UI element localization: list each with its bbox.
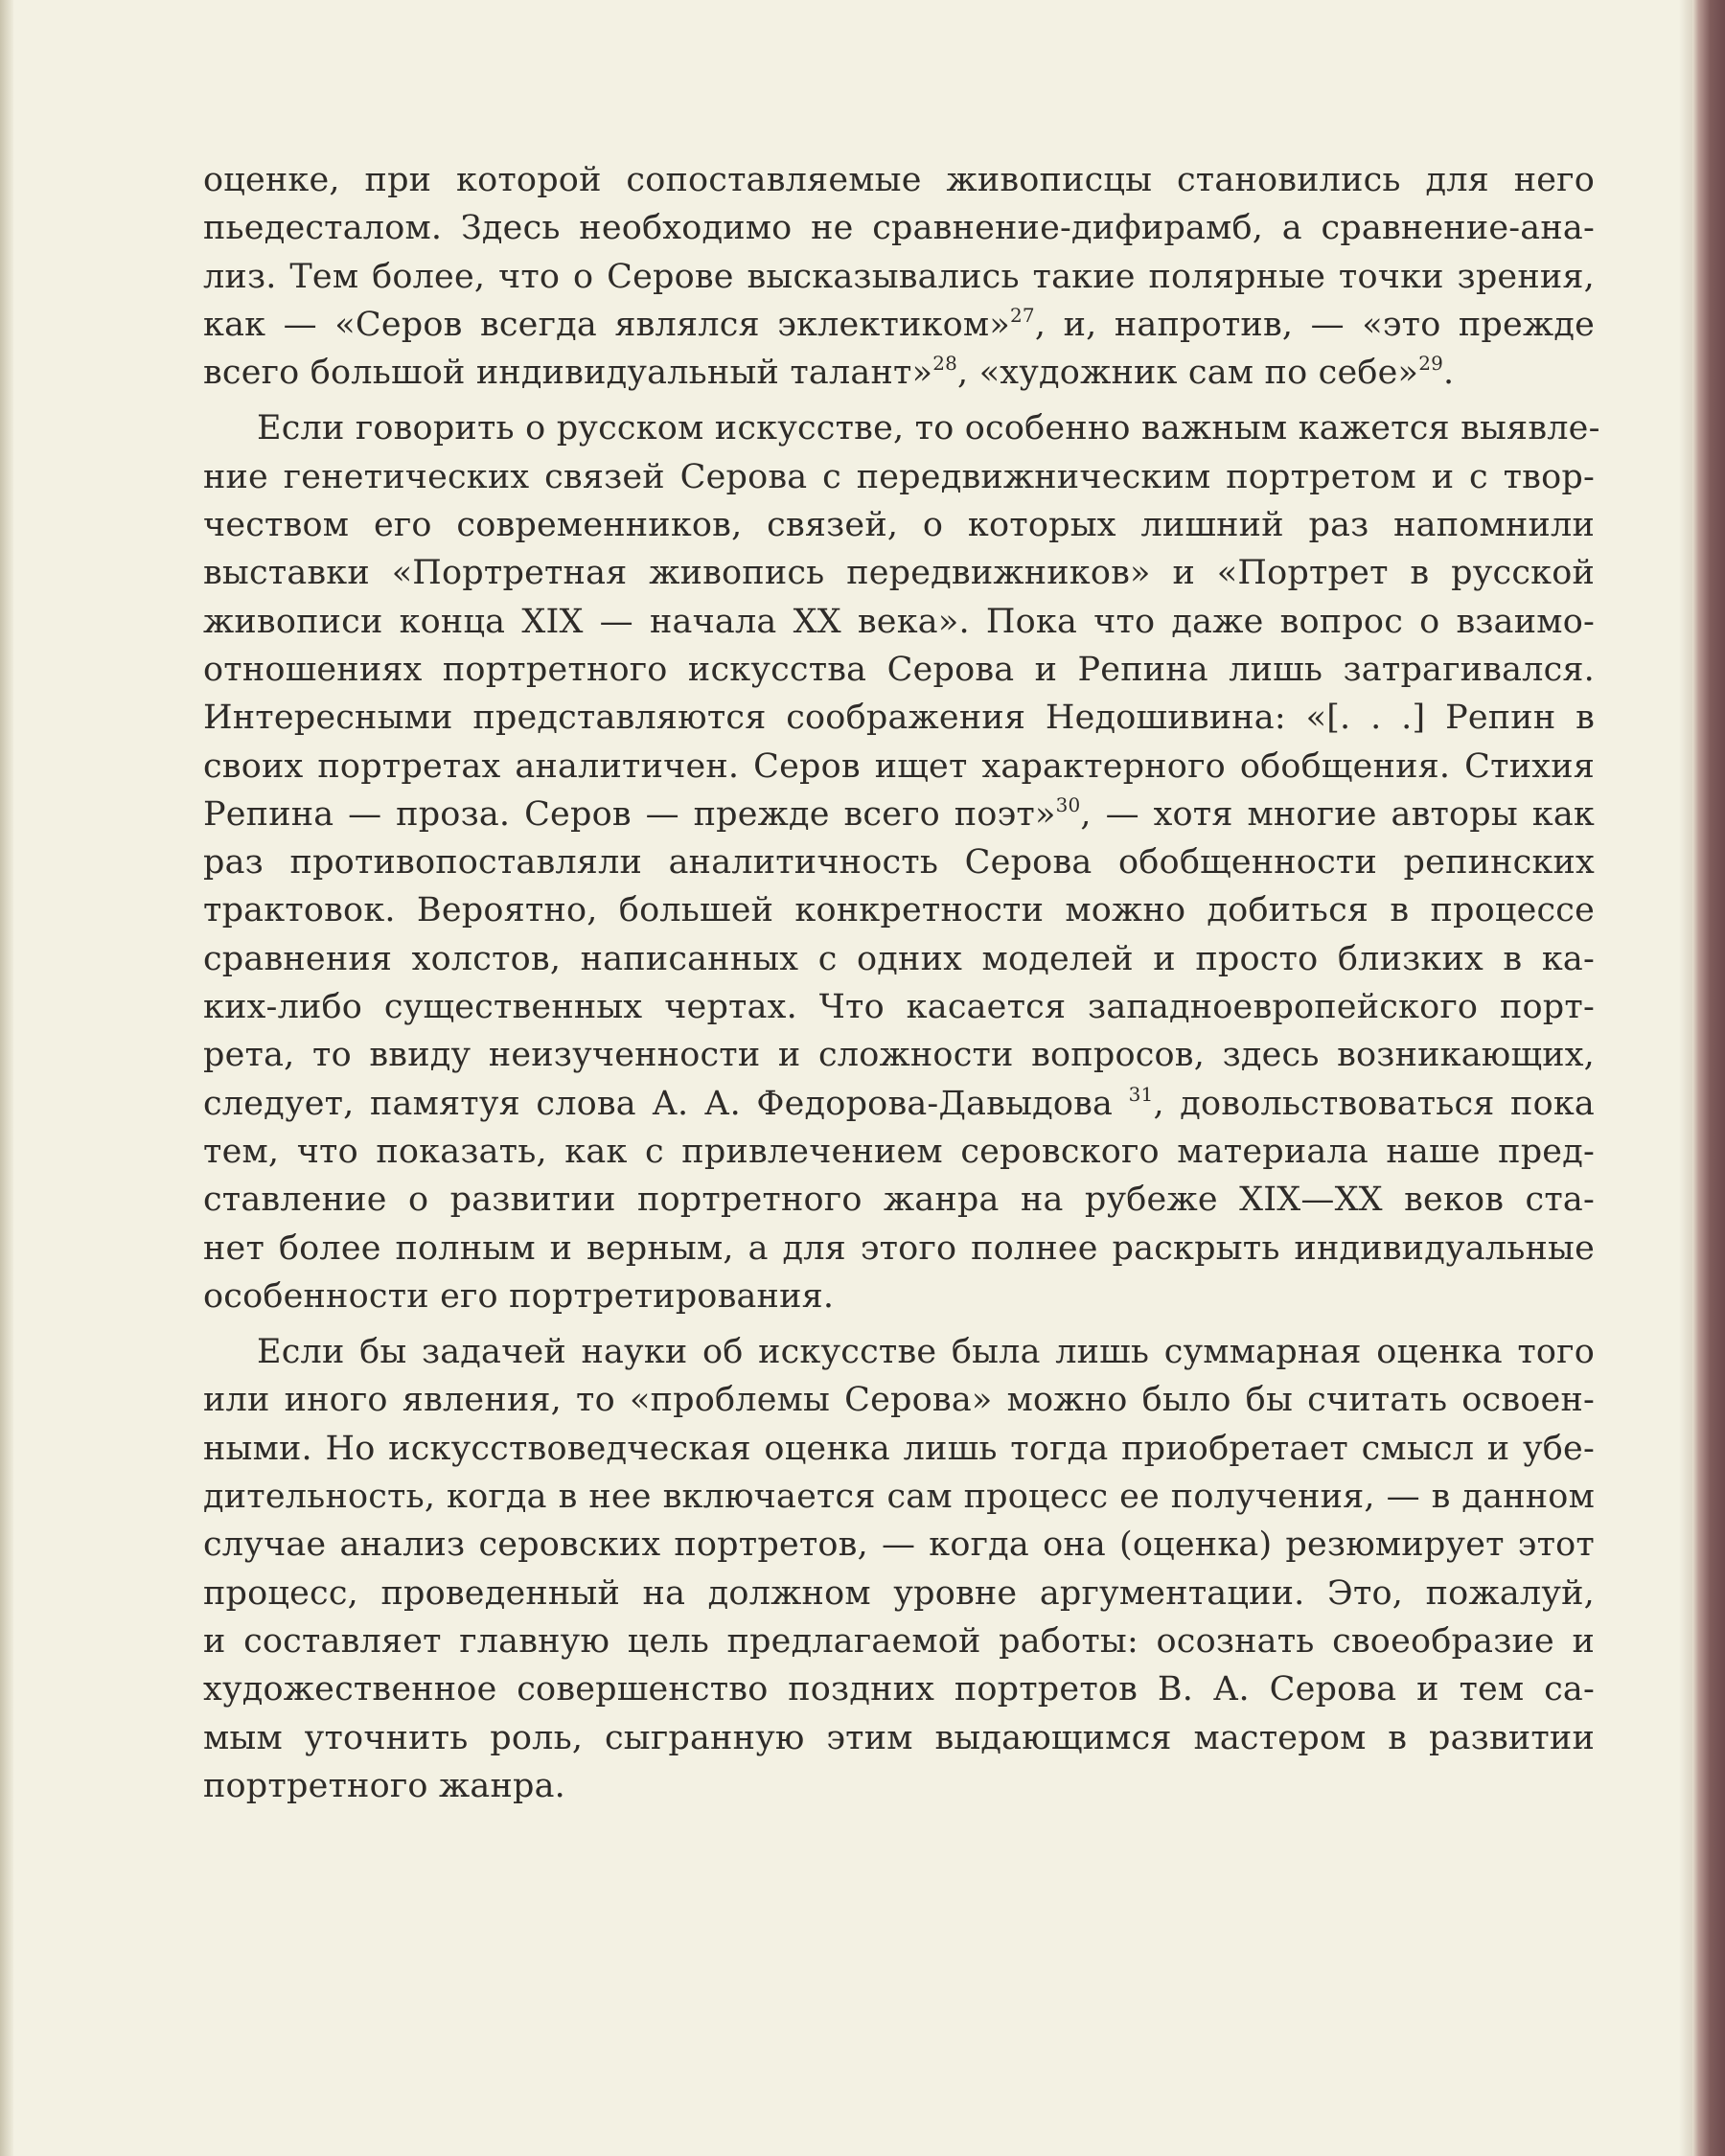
text-segment: . <box>1443 354 1455 393</box>
text-line: и составляет главную цель предлагаемой работы: осознать своеобразие и <box>203 1621 1595 1661</box>
text-line: ставление о развитии портретного жанра на рубеже XIX—XX веков ста- <box>203 1181 1595 1220</box>
text-line: портретного жанра. <box>203 1766 565 1805</box>
text-line: случае анализ серовских портретов, — когда она (оценка) резюмирует этот <box>203 1525 1595 1565</box>
text-line: художественное совершенство поздних портретов В. А. Серова и тем са- <box>203 1670 1595 1709</box>
page-left-edge <box>0 0 13 2156</box>
text-line <box>203 301 1595 349</box>
text-line: лиз. Тем более, что о Серове высказывались такие полярные точки зрения, <box>203 257 1595 296</box>
text-line: сравнения холстов, написанных с одних моделей и просто близких в ка- <box>203 939 1595 978</box>
text-line: Если говорить о русском искусстве, то особенно важным кажется выявле- <box>257 409 1600 448</box>
footnote-marker: 31 <box>1128 1082 1154 1106</box>
text-segment: как — «Серов всегда являлся эклектиком» <box>203 305 1010 344</box>
text-line: Интересными представляются соображения Недошивина: «[. . .] Репин в <box>203 699 1595 738</box>
text-line: оценке, при которой сопоставляемые живописцы становились для него <box>203 161 1595 199</box>
text-line: трактовок. Вероятно, большей конкретности можно добиться в процессе <box>203 891 1595 930</box>
text-segment: Репина — проза. Серов — прежде всего поэт» <box>203 794 1056 834</box>
footnote-marker: 29 <box>1418 352 1444 376</box>
text-line: ких-либо существенных чертах. Что касается западноевропейского порт- <box>203 988 1595 1027</box>
text-line: отношениях портретного искусства Серова и Репина лишь затрагивался. <box>203 650 1595 689</box>
text-line: пьедесталом. Здесь необходимо не сравнение-дифирамб, а сравнение-ана- <box>203 209 1595 248</box>
text-line: процесс, проведенный на должном уровне аргументации. Это, пожалуй, <box>203 1573 1595 1613</box>
text-line: мым уточнить роль, сыгранную этим выдающимся мастером в развитии <box>203 1718 1595 1757</box>
text-line: выставки «Портретная живопись передвижников» и «Портрет в русской <box>203 554 1595 593</box>
body-text <box>203 156 1600 1810</box>
paragraph-gap <box>203 397 1595 404</box>
book-spine-edge <box>1692 0 1725 2156</box>
paragraph <box>203 1328 1595 1810</box>
text-segment: следует, памятуя слова А. А. Федорова-Давыдова <box>203 1084 1129 1123</box>
text-segment: , «художник сам по себе» <box>957 354 1419 393</box>
text-line <box>203 1080 1595 1128</box>
footnote-marker: 30 <box>1055 792 1081 816</box>
paragraph <box>203 156 1595 397</box>
text-line: чеством его современников, связей, о которых лишний раз напомнили <box>203 506 1595 545</box>
text-line <box>203 349 1595 397</box>
text-line: или иного явления, то «проблемы Серова» можно было бы считать освоен- <box>203 1381 1595 1420</box>
text-line: рета, то ввиду неизученности и сложности вопросов, здесь возникающих, <box>203 1036 1595 1075</box>
spine-shadow <box>1679 0 1692 2156</box>
footnote-marker: 27 <box>1009 303 1035 327</box>
paragraph-gap <box>203 1320 1595 1328</box>
text-line: особенности его портретирования. <box>203 1276 835 1316</box>
text-line: нет более полным и верным, а для этого полнее раскрыть индивидуальные <box>203 1228 1595 1268</box>
text-line: тем, что показать, как с привлечением серовского материала наше пред- <box>203 1132 1595 1171</box>
text-line: ние генетических связей Серова с передвижническим портретом и с твор- <box>203 457 1595 496</box>
text-line: раз противопоставляли аналитичность Серова обобщенности репинских <box>203 843 1595 883</box>
text-line: ными. Но искусствоведческая оценка лишь тогда приобретает смысл и убе- <box>203 1429 1595 1468</box>
text-line: Если бы задачей науки об искусстве была лишь суммарная оценка того <box>257 1333 1595 1372</box>
text-segment: , — хотя многие авторы как <box>1080 794 1596 834</box>
text-line <box>203 791 1595 838</box>
paragraph <box>203 404 1600 1320</box>
text-line: дительность, когда в нее включается сам процесс ее получения, — в данном <box>203 1478 1595 1517</box>
text-line: своих портретах аналитичен. Серов ищет характерного обобщения. Стихия <box>203 746 1595 786</box>
text-segment: , и, напротив, — «это прежде <box>1034 305 1596 344</box>
text-segment: всего большой индивидуальный талант» <box>203 354 933 393</box>
text-line: живописи конца XIX — начала XX века». Пока что даже вопрос о взаимо- <box>203 602 1595 641</box>
text-segment: , довольствоваться пока <box>1153 1084 1595 1123</box>
footnote-marker: 28 <box>932 352 958 376</box>
